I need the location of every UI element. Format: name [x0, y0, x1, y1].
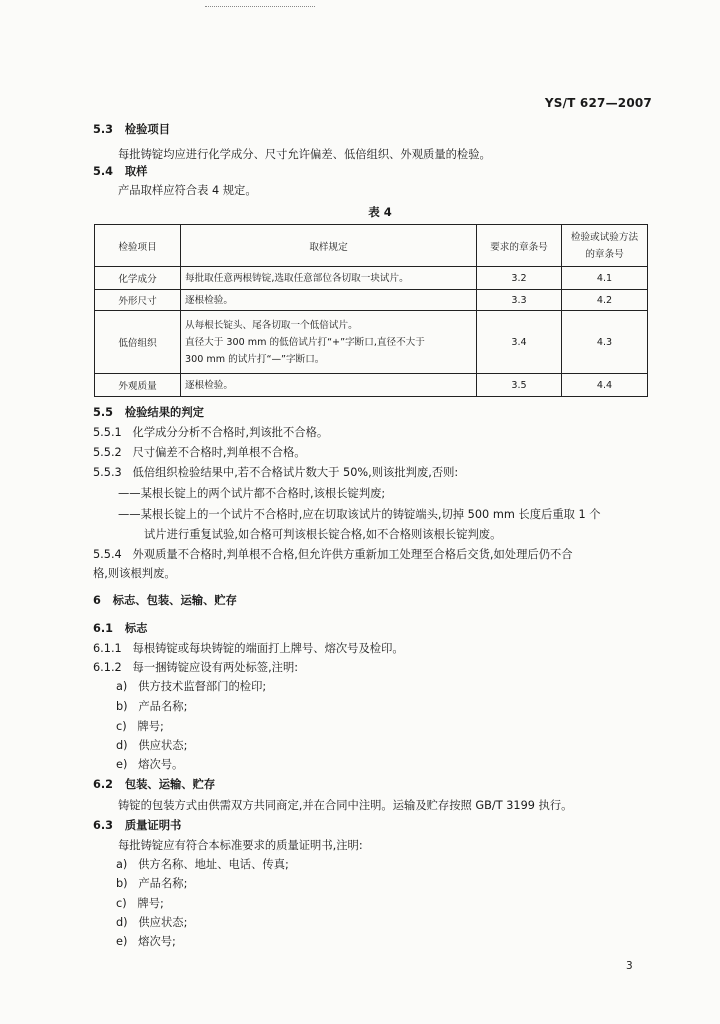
list-item	[116, 679, 266, 695]
section-number: 5.4	[93, 165, 114, 178]
clause-5-5-4-line2: 格,则该根判废。	[93, 567, 176, 580]
cell-req: 3.4	[477, 311, 562, 374]
section-6-3-text: 每批铸锭应有符合本标准要求的质量证明书,注明:	[118, 839, 363, 852]
list-item	[116, 896, 164, 912]
section-5-5-heading	[93, 405, 204, 421]
section-number: 6.2	[93, 778, 114, 791]
cell-req: 3.5	[477, 374, 562, 397]
list-marker: b)	[116, 700, 128, 713]
chapter-title: 标志、包装、运输、贮存	[112, 594, 237, 607]
cell-rule-line1: 从每根长锭头、尾各切取一个低倍试片。	[185, 319, 358, 331]
clause-6-1-1	[93, 641, 404, 657]
cell-item: 低倍组织	[95, 311, 181, 374]
section-6-2-text: 铸锭的包装方式由供需双方共同商定,并在合同中注明。运输及贮存按照 GB/T 3199 执行。	[118, 799, 573, 812]
clause-number: 5.5.1	[93, 426, 122, 439]
section-5-3-text: 每批铸锭均应进行化学成分、尺寸允许偏差、低倍组织、外观质量的检验。	[118, 148, 491, 161]
section-title: 取样	[124, 165, 148, 178]
section-5-3-heading	[93, 122, 170, 138]
cell-req: 3.2	[477, 267, 562, 290]
cell-method: 4.4	[562, 374, 648, 397]
cell-method: 4.2	[562, 290, 648, 311]
section-5-4-text: 产品取样应符合表 4 规定。	[118, 184, 257, 197]
list-marker: d)	[116, 916, 128, 929]
header-method-clause	[562, 225, 648, 267]
list-text: 熔次号。	[138, 758, 184, 771]
cell-req: 3.3	[477, 290, 562, 311]
section-number: 6.3	[93, 819, 114, 832]
cell-rule-line3: 300 mm 的试片打“—”字断口。	[185, 353, 325, 365]
clause-number: 5.5.2	[93, 446, 122, 459]
clause-number: 5.5.3	[93, 466, 122, 479]
clause-5-5-4-line1	[93, 547, 573, 563]
clause-number: 6.1.1	[93, 642, 122, 655]
cell-rule: 逐根检验。	[181, 374, 477, 397]
list-text: 供应状态;	[138, 739, 188, 752]
header-item: 检验项目	[95, 225, 181, 267]
section-6-3-heading	[93, 818, 181, 834]
list-item	[116, 876, 187, 892]
list-text: 供方技术监督部门的检印;	[138, 680, 267, 693]
list-text: 牌号;	[137, 897, 164, 910]
cell-item: 外形尺寸	[95, 290, 181, 311]
clause-text: 每根铸锭或每块铸锭的端面打上牌号、熔次号及检印。	[132, 642, 404, 655]
clause-text: 每一捆铸锭应设有两处标签,注明:	[132, 661, 299, 674]
table-row	[95, 290, 648, 311]
chapter-number: 6	[93, 594, 101, 607]
list-marker: e)	[116, 758, 128, 771]
chapter-6-heading	[93, 593, 237, 609]
clause-text: 低倍组织检验结果中,若不合格试片数大于 50%,则该批判废,否则:	[132, 466, 459, 479]
clause-number: 6.1.2	[93, 661, 122, 674]
list-marker: c)	[116, 897, 127, 910]
section-title: 检验项目	[124, 123, 171, 136]
list-marker: c)	[116, 720, 127, 733]
clause-6-1-2	[93, 660, 298, 676]
section-number: 6.1	[93, 622, 114, 635]
dash-item-2-line1: ——某根长锭上的一个试片不合格时,应在切取该试片的铸锭端头,切掉 500 mm 长度后重取 1 个	[118, 508, 601, 521]
cell-rule: 逐根检验。	[181, 290, 477, 311]
list-item	[116, 719, 164, 735]
list-marker: a)	[116, 680, 128, 693]
header-req-clause: 要求的章条号	[477, 225, 562, 267]
section-title: 质量证明书	[124, 819, 182, 832]
clause-5-5-3	[93, 465, 458, 481]
list-text: 产品名称;	[138, 700, 188, 713]
section-title: 检验结果的判定	[124, 406, 204, 419]
table-row	[95, 374, 648, 397]
section-title: 包装、运输、贮存	[124, 778, 216, 791]
cell-item: 化学成分	[95, 267, 181, 290]
cell-rule	[181, 311, 477, 374]
cell-item: 外观质量	[95, 374, 181, 397]
list-text: 供应状态;	[138, 916, 188, 929]
cell-rule: 每批取任意两根铸锭,选取任意部位各切取一块试片。	[181, 267, 477, 290]
header-rule: 取样规定	[181, 225, 477, 267]
table-header-row	[95, 225, 648, 267]
list-text: 熔次号;	[138, 935, 176, 948]
list-text: 产品名称;	[138, 877, 188, 890]
clause-number: 5.5.4	[93, 548, 122, 561]
list-marker: e)	[116, 935, 128, 948]
list-item	[116, 857, 289, 873]
table-caption: 表 4	[368, 205, 392, 219]
cell-rule-line2: 直径大于 300 mm 的低倍试片打“+”字断口,直径不大于	[185, 336, 425, 348]
clause-text: 尺寸偏差不合格时,判单根不合格。	[132, 446, 306, 459]
list-marker: a)	[116, 858, 128, 871]
clause-text: 化学成分分析不合格时,判该批不合格。	[132, 426, 329, 439]
standard-code: YS/T 627—2007	[544, 96, 652, 110]
top-scan-line	[205, 6, 315, 7]
section-title: 标志	[124, 622, 148, 635]
clause-text: 外观质量不合格时,判单根不合格,但允许供方重新加工处理至合格后交货,如处理后仍不合	[132, 548, 573, 561]
list-text: 牌号;	[137, 720, 164, 733]
list-item	[116, 934, 176, 950]
header-method-line2: 的章条号	[585, 248, 624, 260]
page-number: 3	[626, 960, 633, 972]
dash-item-1: ——某根长锭上的两个试片都不合格时,该根长锭判废;	[118, 487, 386, 500]
section-number: 5.3	[93, 123, 114, 136]
list-item	[116, 699, 187, 715]
table-row	[95, 267, 648, 290]
table-row	[95, 311, 648, 374]
clause-5-5-2	[93, 445, 306, 461]
cell-method: 4.3	[562, 311, 648, 374]
list-item	[116, 738, 187, 754]
clause-5-5-1	[93, 425, 328, 441]
list-item	[116, 757, 183, 773]
list-item	[116, 915, 187, 931]
list-marker: b)	[116, 877, 128, 890]
list-marker: d)	[116, 739, 128, 752]
section-number: 5.5	[93, 406, 114, 419]
sampling-table	[94, 224, 648, 397]
cell-method: 4.1	[562, 267, 648, 290]
header-method-line1: 检验或试验方法	[570, 231, 639, 243]
section-6-1-heading	[93, 621, 147, 637]
list-text: 供方名称、地址、电话、传真;	[138, 858, 289, 871]
section-5-4-heading	[93, 164, 147, 180]
section-6-2-heading	[93, 777, 215, 793]
dash-item-2-line2: 试片进行重复试验,如合格可判该根长锭合格,如不合格则该根长锭判废。	[144, 528, 502, 541]
